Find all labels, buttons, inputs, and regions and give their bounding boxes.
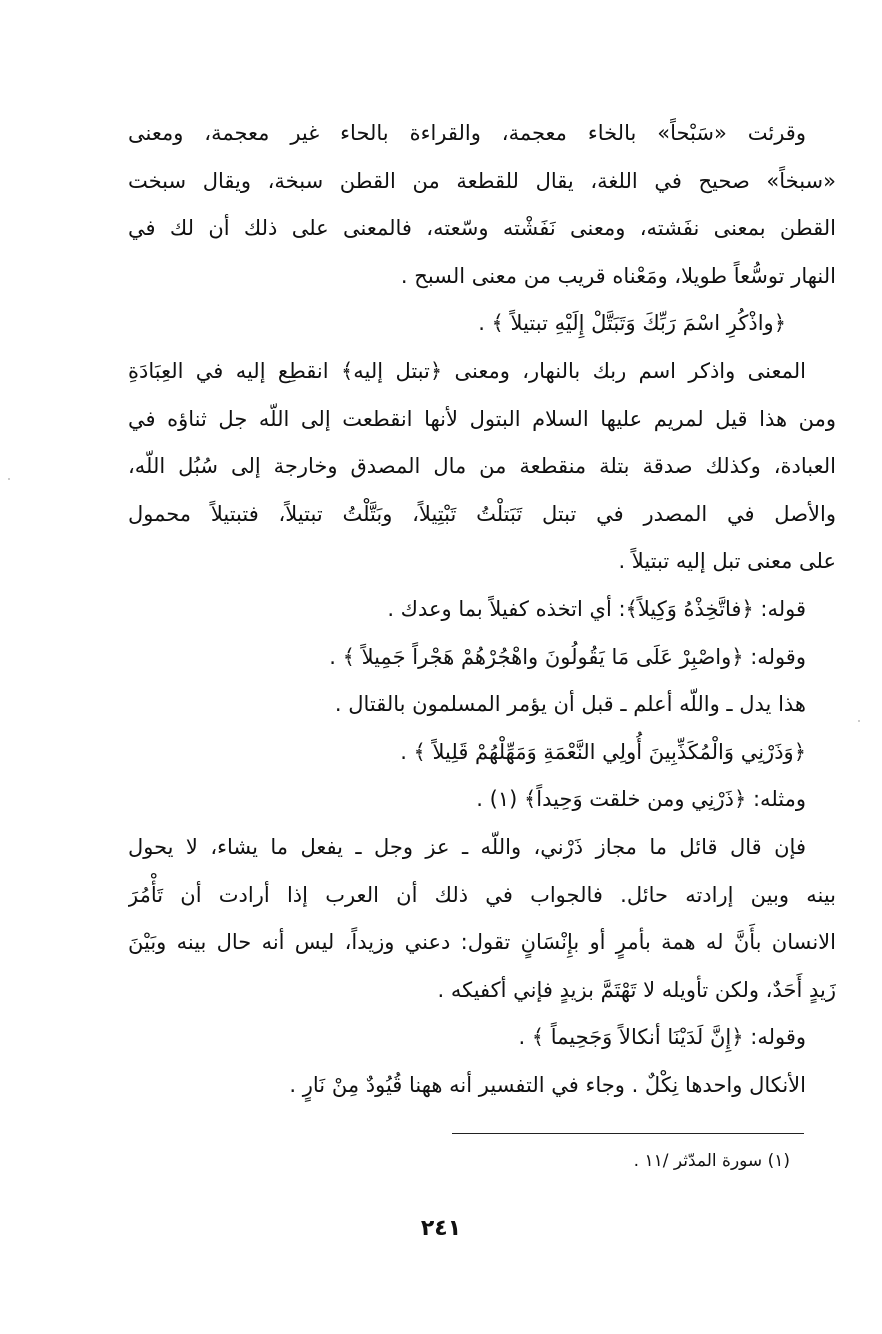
page-number: ٢٤١	[420, 1216, 462, 1241]
text-line: وقوله: ﴿إِنَّ لَدَيْنَا أنكالاً وَجَحِيماً ﴾ .	[518, 1025, 806, 1050]
text-line: وقرئت «سَبْحاً» بالخاء معجمة، والقراءة بالحاء غير معجمة، ومعنى	[128, 121, 806, 145]
text-line: الأنكال واحدها نِكْلٌ . وجاء في التفسير أنه ههنا قُيُودٌ مِنْ نَارٍ .	[289, 1072, 806, 1097]
text-line: هذا يدل ـ واللّه أعلم ـ قبل أن يؤمر المسلمون بالقتال .	[334, 692, 806, 717]
main-text	[128, 110, 836, 1109]
text-line: وقوله: ﴿واصْبِرْ عَلَى مَا يَقُولُونَ واهْجُرْهُمْ هَجْراً جَمِيلاً ﴾ .	[329, 644, 806, 669]
text-line: العبادة، وكذلك صدقة بتلة منقطعة من مال المصدق وخارجة إلى سُبُل اللّه،	[128, 454, 836, 479]
text-line: فإن قال قائل ما مجاز ذَرْني، واللّه ـ عز وجل ـ يفعل ما يشاء، لا يحول	[128, 834, 806, 859]
text-line: والأصل في المصدر في تبتل تَبَتلْتُ تَبْتِيلاً، وبَتَّلْتُ تبتيلاً، فتبتيلاً محمول	[128, 501, 836, 526]
footnote-separator	[452, 1133, 804, 1134]
text-line: ومن هذا قيل لمريم عليها السلام البتول لأنها انقطعت إلى اللّه جل ثناؤه في	[128, 406, 836, 431]
text-line: على معنى تبل إليه تبتيلاً .	[618, 549, 836, 574]
text-line: النهار توسُّعاً طويلا، ومَعْناه قريب من معنى السبح .	[400, 263, 836, 288]
quran-verse-line: ﴿وَذَرْنِي وَالْمُكَذِّبِينَ أُولِي النَّعْمَةِ وَمَهِّلْهُمْ قَلِيلاً ﴾ .	[400, 739, 806, 764]
text-line: زَيدٍ أَحَدٌ، ولكن تأويله لا تَهْتَمَّ بزيدٍ فإني أكفيكه .	[437, 977, 836, 1002]
text-line: بينه وبين إرادته حائل. فالجواب في ذلك أن العرب إذا أرادت أن تَأْمُرَ	[128, 882, 836, 907]
text-line: المعنى واذكر اسم ربك بالنهار، ومعنى ﴿تبتل إليه﴾ انقطِع إليه في العِبَادَةِ	[128, 358, 806, 383]
text-line: «سبخاً» صحيح في اللغة، يقال للقطعة من القطن سبخة، ويقال سبخت	[128, 168, 836, 193]
scan-speck	[858, 720, 860, 722]
footnote: (١) سورة المدّثر /١١ .	[633, 1151, 790, 1171]
text-line: الانسان بأَنَّ له همة بأمرٍ أو بإِنْسَانٍ تقول: دعني وزيداً، ليس أنه حال بينه وبَيْنَ	[128, 930, 836, 955]
scan-speck	[8, 478, 10, 480]
text-line: القطن بمعنى نفَشته، ومعنى نَفَشْته وسّعته، فالمعنى على ذلك أن لك في	[128, 216, 836, 241]
text-line: قوله: ﴿فاتَّخِذْهُ وَكِيلاً﴾: أي اتخذه كفيلاً بما وعدك .	[387, 596, 806, 621]
text-line: ومثله: ﴿ذَرْنِي ومن خلقت وَحِيداً﴾ (١) .	[476, 787, 806, 812]
quran-verse-line: ﴿واذْكُرِ اسْمَ رَبِّكَ وَتَبَتَّلْ إِلَيْهِ تبتيلاً ﴾ .	[478, 311, 786, 336]
